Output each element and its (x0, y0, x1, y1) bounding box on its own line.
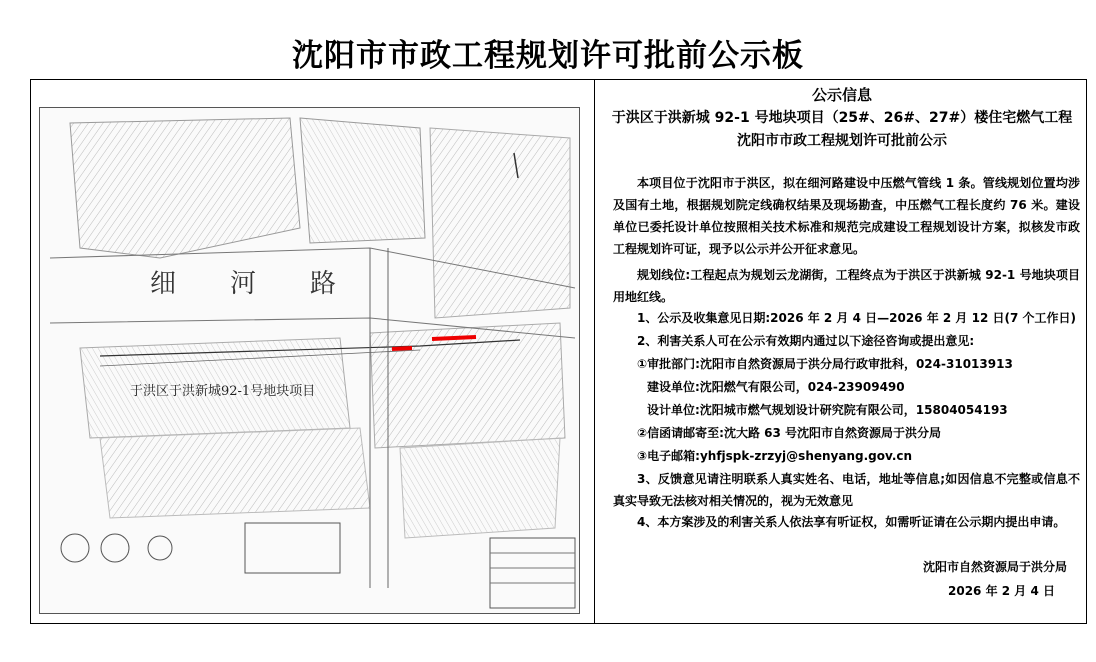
notice-subtitle: 沈阳市市政工程规划许可批前公示 (737, 133, 947, 149)
designer-contact: 设计单位:沈阳城市燃气规划设计研究院有限公司，15804054193 (647, 403, 1008, 417)
intro-paragraph: 本项目位于沈阳市于洪区，拟在细河路建设中压燃气管线 1 条。管线规划位置均涉及国有土地，根据规划院定线确权结果及现场勘查，中压燃气工程长度约 76 米。建设单位已委托设计单位按照相关技术标准和规范完成建设工程规划设计方案，拟核发市政工程规划许可证，现予以公示并公开征求意见。 (613, 176, 1080, 256)
site-plan-map (39, 107, 580, 614)
site-plan-drawing (40, 108, 580, 614)
gas-pipe-segment (392, 348, 412, 349)
notice-info-panel (599, 80, 1085, 623)
gas-pipe-segment (432, 337, 476, 339)
notice-period: 1、公示及收集意见日期:2026 年 2 月 4 日—2026 年 2 月 12 日(7 个工作日) (637, 311, 1076, 325)
approval-department: ①审批部门:沈阳市自然资源局于洪分局行政审批科，024-31013913 (637, 357, 1013, 371)
notice-board (30, 79, 1087, 624)
mailing-address: ②信函请邮寄至:沈大路 63 号沈阳市自然资源局于洪分局 (637, 426, 942, 440)
road-name-char: 河 (230, 269, 257, 299)
builder-contact: 建设单位:沈阳燃气有限公司，024-23909490 (647, 380, 905, 394)
consultation-channels: 2、利害关系人可在公示有效期内通过以下途径咨询或提出意见: (637, 334, 975, 348)
parcel-label: 于洪区于洪新城92-1号地块项目 (130, 384, 316, 399)
road-name-char: 路 (310, 269, 337, 299)
project-title: 于洪区于洪新城 92-1 号地块项目（25#、26#、27#）楼住宅燃气工程 (611, 110, 1073, 126)
feedback-note: 3、反馈意见请注明联系人真实姓名、电话，地址等信息;如因信息不完整或信息不真实导致无法核对相关情况的，视为无效意见 (613, 472, 1080, 508)
route-paragraph: 规划线位:工程起点为规划云龙湖街，工程终点为于洪区于洪新城 92-1 号地块项目用地红线。 (613, 268, 1080, 304)
signature-org: 沈阳市自然资源局于洪分局 (922, 560, 1067, 574)
road-name-char: 细 (150, 269, 177, 299)
email-address: ③电子邮箱:yhfjspk-zrzyj@shenyang.gov.cn (637, 449, 913, 463)
signature-date: 2026 年 2 月 4 日 (948, 584, 1055, 598)
info-heading: 公示信息 (811, 86, 872, 104)
page-title: 沈阳市市政工程规划许可批前公示板 (292, 38, 804, 74)
column-divider (594, 80, 595, 623)
hearing-right-note: 4、本方案涉及的利害关系人依法享有听证权，如需听证请在公示期内提出申请。 (637, 515, 1066, 529)
